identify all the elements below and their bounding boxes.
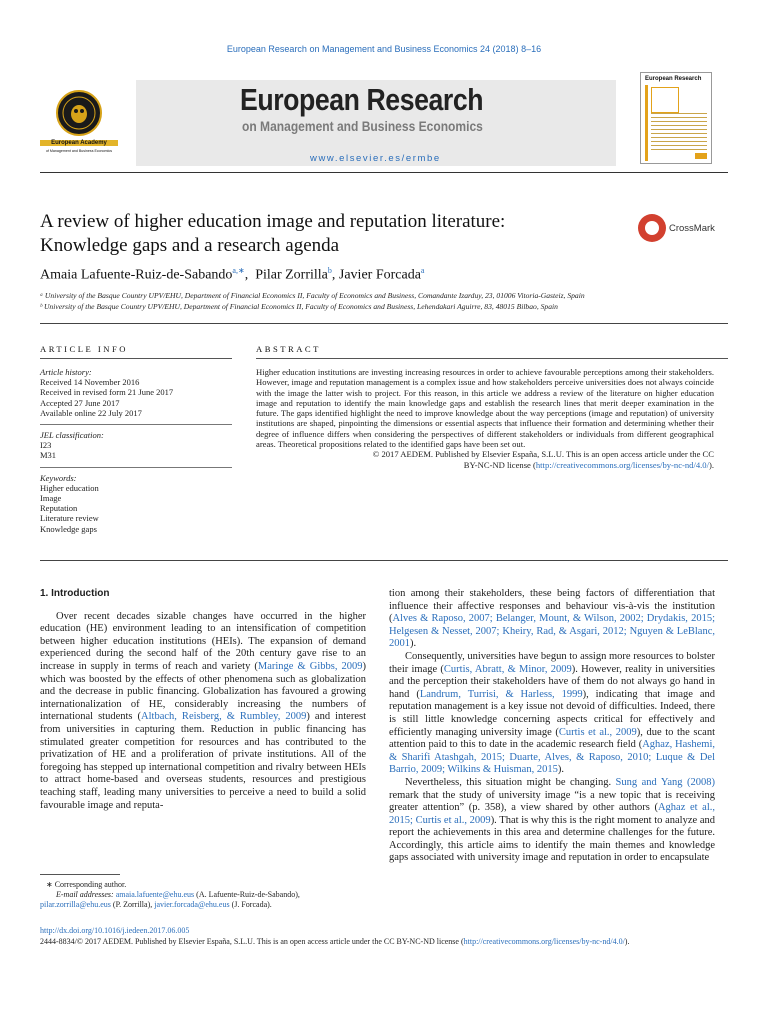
cover-lines xyxy=(651,113,707,153)
crossmark-icon xyxy=(638,214,666,242)
keyword: Image xyxy=(40,493,62,504)
footnote xyxy=(40,880,366,910)
article-title-line1: A review of higher education image and reputation literature: xyxy=(40,211,506,232)
article-info-heading: ARTICLE INFO xyxy=(40,344,128,354)
doi-link[interactable]: http://dx.doi.org/10.1016/j.iedeen.2017.06.005 xyxy=(40,926,190,935)
citation-link[interactable]: Altbach, Reisberg, & Rumbley, 2009 xyxy=(141,711,307,723)
keywords-label: Keywords: xyxy=(40,472,77,483)
cover-band xyxy=(645,85,648,161)
email-link[interactable]: amaia.lafuente@ehu.eus xyxy=(115,890,195,899)
affiliation-rule xyxy=(40,323,728,324)
abstract-body xyxy=(256,367,714,470)
cover-box xyxy=(651,87,679,113)
author-name: Javier Forcada xyxy=(338,267,421,283)
keyword: Higher education xyxy=(40,482,99,493)
citation-link[interactable]: Maringe & Gibbs, 2009 xyxy=(257,660,363,672)
email-line: pilar.zorrilla@ehu.eus (P. Zorrilla), javier.forcada@ehu.eus (J. Forcada). xyxy=(40,900,272,909)
crossmark-label: CrossMark xyxy=(669,223,715,234)
footnote-rule xyxy=(40,874,120,875)
online-date: Available online 22 July 2017 xyxy=(40,407,142,418)
info-divider xyxy=(40,424,232,425)
article-info xyxy=(40,367,232,534)
license-link[interactable]: http://creativecommons.org/licenses/by-nc-nd/4.0/ xyxy=(463,936,625,946)
email-link[interactable]: javier.forcada@ehu.eus xyxy=(154,900,230,909)
doi-block xyxy=(40,926,730,947)
author-list: Amaia Lafuente-Ruiz-de-Sabando$^{a,∗}$, Pilar Zorrilla$^b$, Javier Forcada$^a$ xyxy=(40,266,425,283)
history-label: Article history: xyxy=(40,367,92,377)
paragraph: Nevertheless, this situation might be changing. Sung and Yang (2008) remark that the study of university image “is a new topic that is receiving greater attention” (p. 358), a view shared by other authors (Aghaz et al., 2015; Curtis et al., 2009). That is why this is the right moment to analyze and report the achievements in this area and determine challenges for the future. Accordingly, this article aims to identify the main themes and knowledge gaps associated with university image and reputation in order to encapsulate xyxy=(389,776,716,864)
abstract-heading: ABSTRACT xyxy=(256,344,321,354)
license-link[interactable]: http://creativecommons.org/licenses/by-nc-nd/4.0/ xyxy=(535,459,709,470)
citation-link[interactable]: Aghaz, Hashemi, & Sharifi Atashgah, 2015; Duarte, Alves, & Raposo, 2010; Luque & Del Barrio, 2009; Wilkins & Huisman, 2015 xyxy=(389,739,716,776)
journal-subtitle: on Management and Business Economics xyxy=(242,118,483,134)
owl-emblem-icon xyxy=(58,92,100,134)
copyright-notice: © 2017 AEDEM. Published by Elsevier España, S.L.U. This is an open access article under the CC BY-NC-ND license (http://creativecommons.org/licenses/by-nc-nd/4.0/). xyxy=(372,449,714,470)
header-rule xyxy=(40,172,728,173)
journal-url[interactable]: www.elsevier.es/ermbe xyxy=(310,153,441,164)
abstract-text: Higher education institutions are investing increasing resources in order to achieve favourable perceptions among their stakeholders. However, image and reputation management is a complex issue and how stakeholders perceive universities does not always coincide with the image the latter wish to project. For this reason, in this article we address a review of the literature on higher education image and reputation to identify the main knowledge gaps and establish the research lines that merit deeper examination in the future. The gaps identified highlight the need to improve knowledge about the way perceptions (image and reputation) of university institutions are shaped, pinpointing the dimensions or essential aspects that influence their formation and determining whether their degree of influence differs when considering the perspectives of different stakeholders or individuals from different geographical areas. Theoretical propositions related to the identified gaps have been set out. xyxy=(256,367,714,450)
aedem-logo xyxy=(40,88,118,166)
author-affiliation-mark[interactable]: a,∗ xyxy=(232,266,245,275)
citation-link[interactable]: Sung and Yang (2008) xyxy=(615,776,716,788)
article-title-line2: Knowledge gaps and a research agenda xyxy=(40,235,340,256)
abstract-bottom-rule xyxy=(40,560,728,561)
jel-code: I23 xyxy=(40,440,52,451)
crossmark-button[interactable] xyxy=(638,212,728,244)
citation-link[interactable]: Curtis et al., 2009 xyxy=(558,726,637,738)
body-column-right xyxy=(389,588,715,865)
author-name: Amaia Lafuente-Ruiz-de-Sabando xyxy=(40,267,233,283)
email-line: E-mail addresses: amaia.lafuente@ehu.eus (A. Lafuente-Ruiz-de-Sabando), xyxy=(56,890,300,899)
received-date: Received 14 November 2016 xyxy=(40,377,140,388)
jel-label: JEL classification: xyxy=(40,430,104,441)
keyword: Literature review xyxy=(40,513,99,524)
paragraph: Consequently, universities have begun to assign more resources to bolster their image (Curtis, Abratt, & Minor, 2009). However, reality in universities and the perception their stakeholders have of them do not always go hand in hand (Landrum, Turrisi, & Harless, 1999), indicating that image and reputation management is a key issue not devoid of difficulties. Indeed, there is still little knowledge concerning aspects critical for effectively and efficiently managing university image (Curtis et al., 2009), due to the scant attention paid to this to date in the academic research field (Aghaz, Hashemi, & Sharifi Atashgah, 2015; Duarte, Alves, & Raposo, 2010; Luque & Del Barrio, 2009; Wilkins & Huisman, 2015). xyxy=(389,650,716,776)
jel-code: M31 xyxy=(40,450,57,461)
cover-title: European Research xyxy=(645,76,702,82)
journal-cover-thumbnail[interactable] xyxy=(640,72,712,164)
article-title xyxy=(40,210,600,258)
citation-link[interactable]: Landrum, Turrisi, & Harless, 1999 xyxy=(419,688,583,700)
logo-subtitle: of Management and Business Economics xyxy=(45,149,113,153)
author-affiliation-mark[interactable]: a xyxy=(420,266,425,275)
author-affiliation-mark[interactable]: b xyxy=(327,266,332,275)
affiliation-b: ᵇ University of the Basque Country UPV/EHU, Department of Financial Economics II, Faculty of Economics and Business, Lehendakari Aguirre, 83, 48015 Bilbao, Spain xyxy=(40,302,558,311)
email-link[interactable]: pilar.zorrilla@ehu.eus xyxy=(40,900,111,909)
section-heading-introduction: 1. Introduction xyxy=(40,588,110,599)
citation-link[interactable]: Aghaz et al., 2015; Curtis et al., 2009 xyxy=(389,802,716,826)
citation-link[interactable]: Alves & Raposo, 2007; Belanger, Mount, & Wilson, 2002; Drydakis, 2015; Helgesen & Nesset, 2007; Kheiry, Rad, & Asgari, 2012; Nguyen & LeBlanc, 2001 xyxy=(389,613,715,650)
abstract-rule xyxy=(256,358,728,359)
logo-title: European Academy xyxy=(40,140,118,146)
journal-reference[interactable]: European Research on Management and Business Economics 24 (2018) 8–16 xyxy=(226,44,542,54)
info-divider xyxy=(40,467,232,468)
keyword: Reputation xyxy=(40,503,78,514)
cover-seal xyxy=(695,153,707,159)
citation-link[interactable]: Curtis, Abratt, & Minor, 2009 xyxy=(443,663,572,675)
keyword: Knowledge gaps xyxy=(40,523,97,534)
article-info-rule xyxy=(40,358,232,359)
logo-emblem-icon xyxy=(56,90,102,136)
corresponding-author-note: ∗ Corresponding author. xyxy=(46,880,127,889)
accepted-date: Accepted 27 June 2017 xyxy=(40,397,120,408)
revised-date: Received in revised form 21 June 2017 xyxy=(40,387,174,398)
paragraph: Over recent decades sizable changes have occurred in the higher education (HE) environment leading to an intensification of competition between higher education institutions (HEIs). The expansion of demand experienced during the second half of the 20th century gave rise to an increase in supply in terms of reach and variety (Maringe & Gibbs, 2009) which was boosted by the effects of other phenomena such as globalization and the decrease in public financing. Globalization has favoured a growing internationalization of HE, considerably increasing the numbers of international students (Altbach, Reisberg, & Rumbley, 2009) and interest from universities in capturing them. Reduction in public financing has stimulated greater competition for resources and has contributed to the privatization of HE and a proliferation of private institutions. All of the foregoing has stepped up international competition and rivalry between HEIs to attract home-based and overseas students, resources and prestigious teaching staff, leading many universities to perceive a need to build a solid favourable image and reputa- xyxy=(40,610,367,811)
affiliation-a: ᵃ University of the Basque Country UPV/EHU, Department of Financial Economics II, Faculty of Economics and Business, Comandante Izarduy, 23, 01006 Vitoria-Gasteiz, Spain xyxy=(40,291,585,300)
body-column-left xyxy=(40,588,366,812)
author-name: Pilar Zorrilla xyxy=(255,267,328,283)
license-statement: 2444-8834/© 2017 AEDEM. Published by Elsevier España, S.L.U. This is an open access article under the CC BY-NC-ND license (http://creativecommons.org/licenses/by-nc-nd/4.0/). xyxy=(40,936,630,946)
paragraph: tion among their stakeholders, these being factors of differentiation that influence their affective responses and behaviour vis-à-vis the institution (Alves & Raposo, 2007; Belanger, Mount, & Wilson, 2002; Drydakis, 2015; Helgesen & Nesset, 2007; Kheiry, Rad, & Asgari, 2012; Nguyen & LeBlanc, 2001). xyxy=(389,588,715,650)
journal-title: European Research xyxy=(240,82,484,117)
